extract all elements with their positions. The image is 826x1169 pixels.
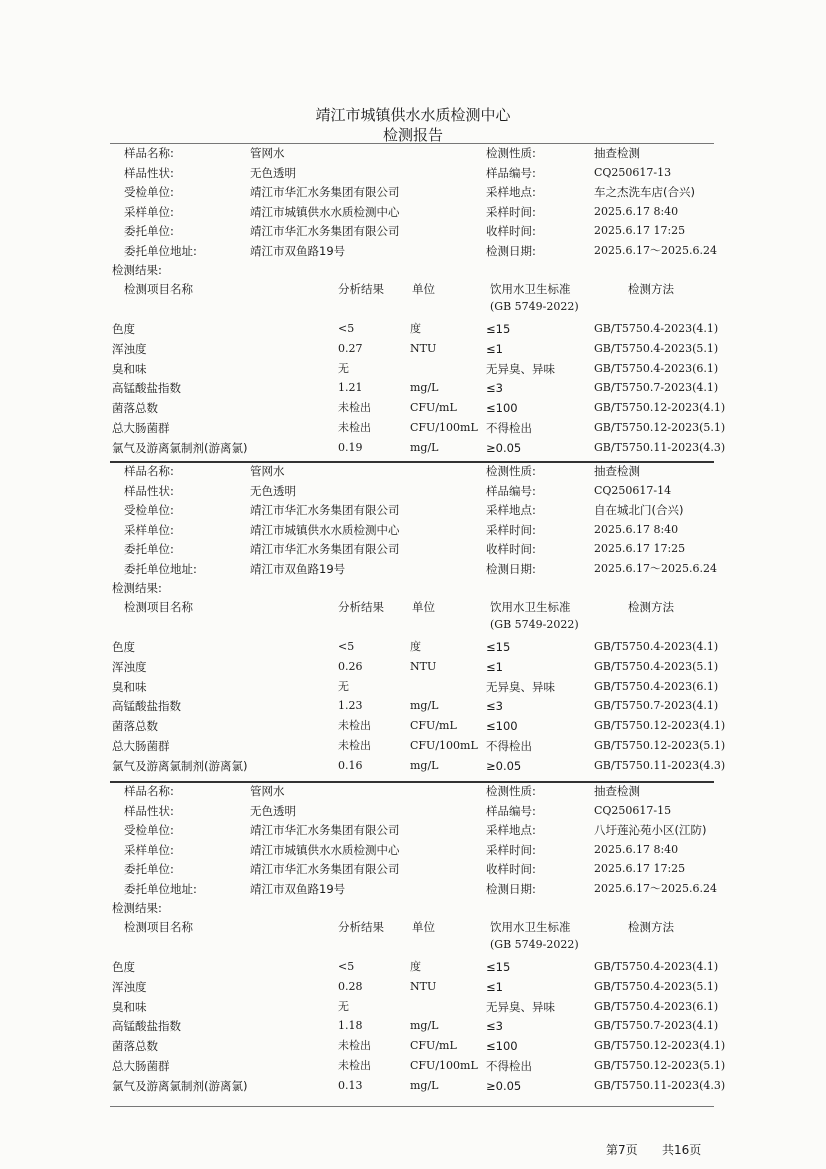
meta-label: 检测日期:	[486, 243, 536, 258]
cell-unit: 度	[410, 640, 421, 653]
meta-label: 收样时间:	[486, 862, 536, 876]
meta-label: 样品名称:	[124, 146, 174, 160]
meta-value: 靖江市华汇水务集团有限公司	[250, 823, 400, 837]
cell-unit: 度	[410, 322, 421, 335]
col-header-result: 分析结果	[338, 282, 384, 296]
meta-label: 样品性状:	[124, 483, 174, 498]
cell-method: GB/T5750.11-2023(4.3)	[594, 758, 726, 772]
meta-label: 收样时间:	[486, 224, 536, 238]
cell-method: GB/T5750.4-2023(5.1)	[594, 979, 719, 993]
meta-value: 无色透明	[250, 483, 296, 498]
cell-item: 氯气及游离氯制剂(游离氯)	[112, 758, 248, 773]
cell-result: 无	[338, 999, 349, 1013]
meta-label: 委托单位:	[124, 542, 174, 556]
meta-value: 2025.6.17 8:40	[594, 842, 679, 856]
meta-value: 靖江市双鱼路19号	[250, 243, 346, 258]
meta-label: 采样地点:	[486, 823, 536, 837]
cell-method: GB/T5750.4-2023(4.1)	[594, 640, 719, 653]
meta-value: 抽查检测	[594, 464, 640, 478]
meta-label: 采样单位:	[124, 204, 174, 219]
cell-result: 1.21	[338, 381, 363, 395]
meta-label: 检测日期:	[486, 561, 536, 576]
cell-method: GB/T5750.12-2023(5.1)	[594, 739, 726, 752]
cell-method: GB/T5750.4-2023(6.1)	[594, 999, 719, 1013]
cell-unit: mg/L	[410, 1078, 439, 1092]
cell-standard: ≤3	[486, 1019, 503, 1034]
cell-item: 氯气及游离氯制剂(游离氯)	[112, 1078, 248, 1093]
cell-unit: mg/L	[410, 1019, 439, 1033]
meta-value: 靖江市城镇供水水质检测中心	[250, 522, 400, 537]
page-number: 第7页	[606, 1143, 638, 1157]
cell-method: GB/T5750.4-2023(4.1)	[594, 960, 719, 973]
meta-label: 采样地点:	[486, 503, 536, 517]
cell-standard: 无异臭、异味	[486, 999, 555, 1014]
meta-label: 采样时间:	[486, 522, 536, 537]
cell-standard: ≥0.05	[486, 758, 522, 773]
cell-unit: CFU/100mL	[410, 739, 478, 752]
cell-unit: NTU	[410, 341, 437, 355]
cell-item: 高锰酸盐指数	[112, 699, 181, 714]
cell-item: 总大肠菌群	[112, 1059, 170, 1073]
col-header-standard: 饮用水卫生标准	[490, 920, 571, 934]
cell-standard: ≤100	[486, 1039, 518, 1054]
meta-label: 样品性状:	[124, 165, 174, 180]
meta-label: 检测性质:	[486, 146, 536, 160]
meta-value: 2025.6.17 17:25	[594, 542, 686, 555]
cell-item: 臭和味	[112, 361, 147, 376]
cell-standard: 无异臭、异味	[486, 361, 555, 376]
meta-value: 抽查检测	[594, 784, 640, 798]
meta-value: 2025.6.17 17:25	[594, 224, 686, 237]
col-header-item: 检测项目名称	[124, 282, 193, 296]
cell-result: 1.18	[338, 1019, 363, 1033]
cell-unit: CFU/mL	[410, 719, 457, 733]
meta-value: 2025.6.17 17:25	[594, 862, 686, 875]
col-header-item: 检测项目名称	[124, 600, 193, 614]
col-header-standard-code: (GB 5749-2022)	[490, 300, 579, 313]
col-header-method: 检测方法	[628, 920, 674, 934]
block-divider	[110, 143, 714, 144]
cell-standard: ≤3	[486, 381, 503, 396]
meta-label: 样品名称:	[124, 464, 174, 478]
cell-unit: mg/L	[410, 381, 439, 395]
meta-value: 靖江市双鱼路19号	[250, 561, 346, 576]
cell-method: GB/T5750.4-2023(4.1)	[594, 322, 719, 335]
meta-label: 采样时间:	[486, 842, 536, 857]
meta-value: 车之杰洗车店(合兴)	[594, 185, 695, 199]
cell-standard: ≤100	[486, 401, 518, 416]
cell-result: 未检出	[338, 401, 371, 415]
cell-method: GB/T5750.12-2023(4.1)	[594, 401, 726, 415]
cell-item: 菌落总数	[112, 401, 158, 416]
results-heading: 检测结果:	[112, 901, 162, 915]
report-title: 检测报告	[382, 126, 443, 144]
meta-label: 委托单位:	[124, 862, 174, 876]
col-header-result: 分析结果	[338, 600, 384, 614]
cell-standard: ≤100	[486, 719, 518, 734]
meta-value: 靖江市华汇水务集团有限公司	[250, 862, 400, 876]
block-divider	[110, 461, 714, 463]
col-header-unit: 单位	[412, 282, 435, 296]
cell-item: 总大肠菌群	[112, 739, 170, 753]
cell-item: 总大肠菌群	[112, 421, 170, 435]
meta-value: 无色透明	[250, 165, 296, 180]
meta-value: 靖江市城镇供水水质检测中心	[250, 842, 400, 857]
meta-value: 2025.6.17 8:40	[594, 522, 679, 536]
cell-item: 高锰酸盐指数	[112, 1019, 181, 1034]
cell-unit: mg/L	[410, 758, 439, 772]
cell-result: 0.27	[338, 341, 363, 355]
meta-value: 2025.6.17～2025.6.24	[594, 561, 717, 575]
cell-standard: ≤1	[486, 979, 503, 994]
col-header-standard: 饮用水卫生标准	[490, 600, 571, 614]
meta-value: 靖江市双鱼路19号	[250, 881, 346, 896]
cell-result: <5	[338, 322, 355, 335]
meta-value: 管网水	[250, 464, 285, 478]
meta-label: 检测性质:	[486, 784, 536, 798]
meta-value: 靖江市华汇水务集团有限公司	[250, 224, 400, 238]
cell-unit: 度	[410, 960, 421, 973]
block-divider	[110, 1106, 714, 1107]
cell-method: GB/T5750.7-2023(4.1)	[594, 699, 719, 713]
cell-result: 无	[338, 679, 349, 693]
col-header-method: 检测方法	[628, 282, 674, 296]
cell-item: 臭和味	[112, 999, 147, 1014]
cell-result: <5	[338, 640, 355, 653]
cell-result: 未检出	[338, 1039, 371, 1053]
cell-method: GB/T5750.12-2023(5.1)	[594, 421, 726, 434]
cell-result: 未检出	[338, 1059, 371, 1072]
cell-result: 未检出	[338, 421, 371, 434]
cell-item: 色度	[112, 322, 135, 336]
cell-result: 1.23	[338, 699, 363, 713]
cell-unit: mg/L	[410, 699, 439, 713]
cell-unit: CFU/100mL	[410, 1059, 478, 1072]
cell-unit: CFU/100mL	[410, 421, 478, 434]
meta-value: 管网水	[250, 784, 285, 798]
cell-standard: 不得检出	[486, 739, 532, 753]
meta-value: CQ250617-13	[594, 165, 672, 179]
meta-label: 受检单位:	[124, 823, 174, 837]
cell-unit: mg/L	[410, 440, 439, 454]
meta-label: 委托单位地址:	[124, 881, 197, 896]
meta-label: 采样地点:	[486, 185, 536, 199]
cell-result: 未检出	[338, 719, 371, 733]
meta-label: 采样单位:	[124, 522, 174, 537]
cell-standard: ≤15	[486, 640, 511, 654]
meta-value: 八圩莲沁苑小区(江防)	[594, 823, 707, 837]
cell-standard: 不得检出	[486, 421, 532, 435]
meta-label: 采样单位:	[124, 842, 174, 857]
meta-value: 靖江市城镇供水水质检测中心	[250, 204, 400, 219]
col-header-unit: 单位	[412, 920, 435, 934]
cell-item: 色度	[112, 640, 135, 654]
meta-value: 管网水	[250, 146, 285, 160]
cell-method: GB/T5750.11-2023(4.3)	[594, 1078, 726, 1092]
cell-result: <5	[338, 960, 355, 973]
cell-result: 0.13	[338, 1078, 363, 1092]
cell-method: GB/T5750.4-2023(6.1)	[594, 361, 719, 375]
col-header-item: 检测项目名称	[124, 920, 193, 934]
col-header-unit: 单位	[412, 600, 435, 614]
cell-unit: NTU	[410, 659, 437, 673]
cell-method: GB/T5750.11-2023(4.3)	[594, 440, 726, 454]
cell-item: 高锰酸盐指数	[112, 381, 181, 396]
meta-value: 无色透明	[250, 803, 296, 818]
meta-label: 检测日期:	[486, 881, 536, 896]
col-header-standard: 饮用水卫生标准	[490, 282, 571, 296]
cell-item: 浑浊度	[112, 979, 147, 994]
center-name: 靖江市城镇供水水质检测中心	[315, 106, 511, 124]
meta-value: 靖江市华汇水务集团有限公司	[250, 542, 400, 556]
cell-unit: CFU/mL	[410, 401, 457, 415]
meta-label: 检测性质:	[486, 464, 536, 478]
cell-standard: 不得检出	[486, 1059, 532, 1073]
meta-value: CQ250617-14	[594, 483, 672, 497]
meta-label: 委托单位地址:	[124, 561, 197, 576]
col-header-result: 分析结果	[338, 920, 384, 934]
cell-item: 菌落总数	[112, 1039, 158, 1054]
cell-item: 臭和味	[112, 679, 147, 694]
meta-label: 样品编号:	[486, 483, 536, 498]
meta-label: 样品名称:	[124, 784, 174, 798]
col-header-method: 检测方法	[628, 600, 674, 614]
cell-method: GB/T5750.7-2023(4.1)	[594, 1019, 719, 1033]
cell-method: GB/T5750.12-2023(4.1)	[594, 719, 726, 733]
meta-label: 委托单位地址:	[124, 243, 197, 258]
cell-method: GB/T5750.12-2023(5.1)	[594, 1059, 726, 1072]
cell-standard: ≤1	[486, 341, 503, 356]
meta-label: 样品编号:	[486, 803, 536, 818]
cell-standard: ≤15	[486, 960, 511, 974]
cell-method: GB/T5750.4-2023(5.1)	[594, 659, 719, 673]
meta-label: 采样时间:	[486, 204, 536, 219]
col-header-standard-code: (GB 5749-2022)	[490, 938, 579, 951]
meta-value: CQ250617-15	[594, 803, 672, 817]
cell-result: 0.16	[338, 758, 363, 772]
results-heading: 检测结果:	[112, 263, 162, 277]
cell-unit: CFU/mL	[410, 1039, 457, 1053]
cell-result: 0.26	[338, 659, 363, 673]
meta-value: 2025.6.17～2025.6.24	[594, 243, 717, 257]
block-divider	[110, 781, 714, 783]
cell-result: 无	[338, 361, 349, 375]
cell-result: 未检出	[338, 739, 371, 752]
cell-standard: ≥0.05	[486, 440, 522, 455]
cell-item: 氯气及游离氯制剂(游离氯)	[112, 440, 248, 455]
cell-unit: NTU	[410, 979, 437, 993]
meta-value: 抽查检测	[594, 146, 640, 160]
meta-label: 样品编号:	[486, 165, 536, 180]
cell-item: 浑浊度	[112, 341, 147, 356]
cell-result: 0.19	[338, 440, 363, 454]
col-header-standard-code: (GB 5749-2022)	[490, 618, 579, 631]
meta-label: 受检单位:	[124, 503, 174, 517]
meta-label: 受检单位:	[124, 185, 174, 199]
meta-label: 委托单位:	[124, 224, 174, 238]
page-total: 共16页	[662, 1143, 702, 1157]
cell-standard: ≤1	[486, 659, 503, 674]
cell-standard: ≥0.05	[486, 1078, 522, 1093]
cell-method: GB/T5750.12-2023(4.1)	[594, 1039, 726, 1053]
cell-method: GB/T5750.4-2023(5.1)	[594, 341, 719, 355]
cell-result: 0.28	[338, 979, 363, 993]
meta-value: 2025.6.17～2025.6.24	[594, 881, 717, 895]
cell-item: 菌落总数	[112, 719, 158, 734]
meta-label: 收样时间:	[486, 542, 536, 556]
meta-value: 靖江市华汇水务集团有限公司	[250, 185, 400, 199]
meta-value: 靖江市华汇水务集团有限公司	[250, 503, 400, 517]
cell-item: 浑浊度	[112, 659, 147, 674]
meta-value: 自在城北门(合兴)	[594, 503, 684, 517]
cell-method: GB/T5750.7-2023(4.1)	[594, 381, 719, 395]
cell-item: 色度	[112, 960, 135, 974]
meta-label: 样品性状:	[124, 803, 174, 818]
cell-standard: 无异臭、异味	[486, 679, 555, 694]
meta-value: 2025.6.17 8:40	[594, 204, 679, 218]
cell-standard: ≤15	[486, 322, 511, 336]
cell-method: GB/T5750.4-2023(6.1)	[594, 679, 719, 693]
cell-standard: ≤3	[486, 699, 503, 714]
results-heading: 检测结果:	[112, 581, 162, 595]
